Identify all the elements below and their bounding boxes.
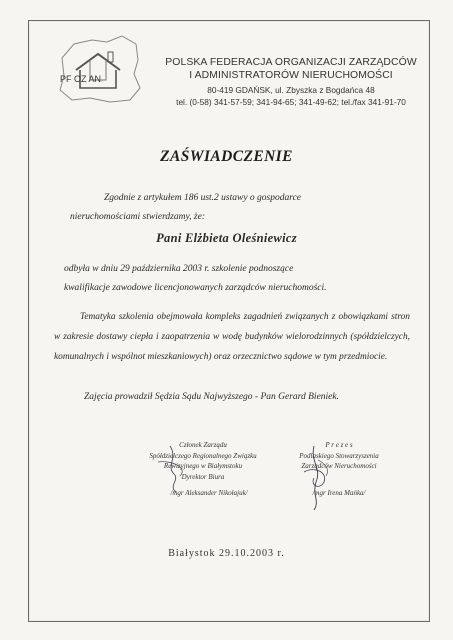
intro-line-2: nieruchomościami stwierdzamy, że: (70, 212, 206, 222)
right-sig-line3: Zarządców Nieruchomości (301, 462, 377, 470)
intro-paragraph (70, 189, 404, 227)
org-address: 80-419 GDAŃSK, ul. Zbyszka z Bogdańca 48 (207, 85, 375, 95)
topics-text: Tematyka szkolenia obejmowała kompleks zagadnień związanych z obowiązkami stron w zakresie dostawy ciepła i zaopatrzenia w wodę budynków wielorodzinnych (spółdzielczych, komunalnych i wspólnot mieszkaniowych) oraz orzecznictwo sądowe w tym przedmiocie. (54, 312, 410, 362)
document-title: ZAŚWIADCZENIE (160, 148, 293, 165)
left-sig-line2: Spółdzielczego Regionalnego Związku (149, 451, 257, 460)
right-signature-block (274, 440, 404, 498)
left-signatory-name: /mgr Aleksander Nikołajuk/ (170, 489, 248, 497)
topics-paragraph (54, 308, 410, 367)
organization-header (148, 56, 434, 108)
right-sig-line2: Podlaskiego Stowarzyszenia (299, 451, 379, 460)
lecturer-line: Zajęcia prowadził Sędzia Sądu Najwyższego - Pan Gerard Bieniek. (84, 392, 339, 402)
training-paragraph (64, 260, 394, 298)
right-signatory-name: /mgr Irena Mańka/ (312, 488, 366, 497)
org-name-line2: I ADMINISTRATORÓW NIERUCHOMOŚCI (189, 70, 393, 81)
org-phone: tel. (0-58) 341-57-59; 341-94-65; 341-49-62; tel./fax 341-91-70 (176, 97, 406, 107)
training-line-2: kwalifikacje zawodowe licencjonowanych zarządców nieruchomości. (64, 283, 327, 293)
left-sig-line1: Członek Zarządu (179, 441, 227, 449)
intro-line-1: Zgodnie z artykułem 186 ust.2 ustawy o gospodarce (104, 193, 302, 203)
org-name-line1: POLSKA FEDERACJA ORGANIZACJI ZARZĄDCÓW (165, 57, 417, 68)
federation-logo (52, 30, 144, 105)
left-sig-line3: Rewizyjnego w Białymstoku (163, 462, 243, 470)
training-line-1: odbyła w dniu 29 października 2003 r. szkolenie podnoszące (64, 264, 294, 274)
left-sig-line4: Dyrektor Biura (181, 472, 225, 481)
recipient-name: Pani Elżbieta Oleśniewicz (156, 231, 297, 245)
right-sig-line1: P r e z e s (325, 441, 353, 449)
left-signature-block (118, 440, 288, 499)
logo-text: PF OZ AN (60, 74, 102, 84)
place-and-date: Białystok 29.10.2003 r. (168, 548, 285, 559)
